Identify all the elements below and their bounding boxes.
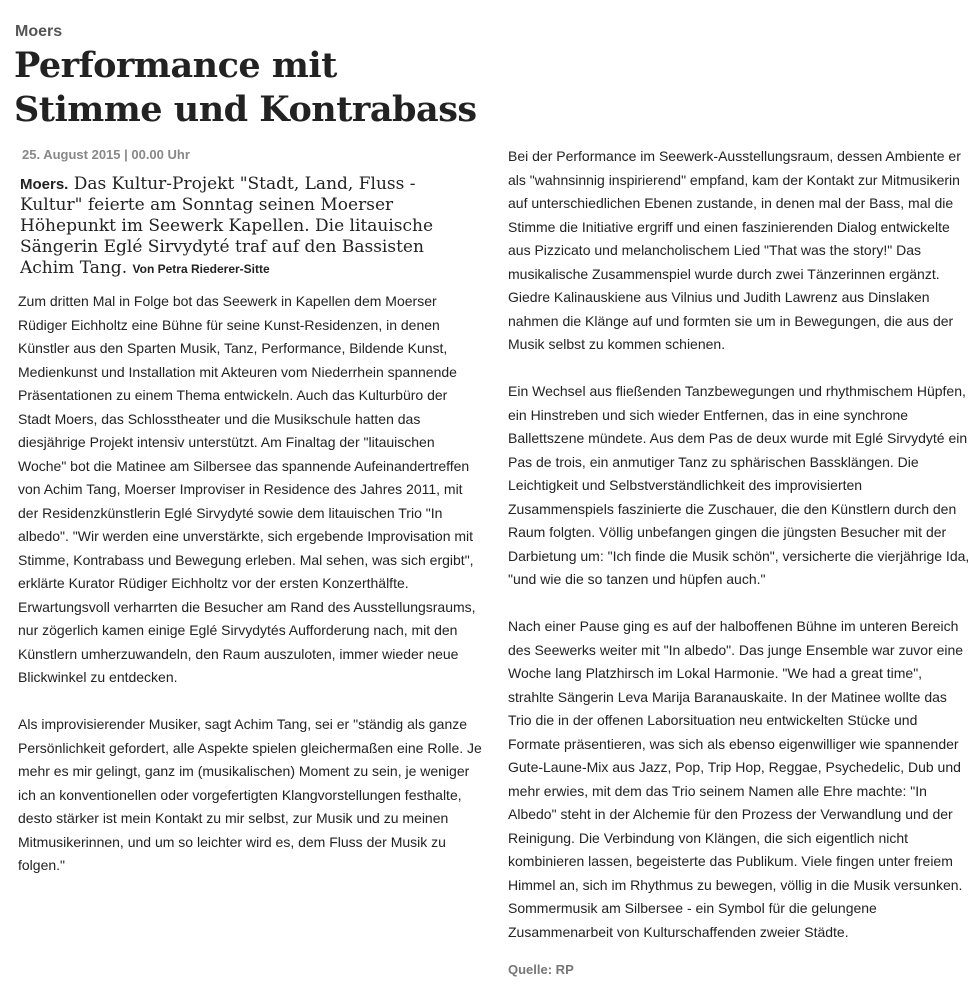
paragraph: Bei der Performance im Seewerk-Ausstellungsraum, dessen Ambiente er als "wahnsinnig inspirierend" empfand, kam der Kontakt zur Mitmusikerin auf unterschiedlichen Ebenen zustande, in denen mal der Bass, mal die Stimme die Initiative ergriff und einen faszinierenden Dialog entwickelte aus Pizzicato und melancholischem Lied "That was the story!" Das musikalische Zusammenspiel wurde durch zwei Tänzerinnen ergänzt. Giedre Kalinauskiene aus Vilnius und Judith Lawrenz aus Dinslaken nahmen die Klänge auf und formten sie um in Bewegungen, die aus der Musik selbst zu kommen schienen. (508, 148, 961, 352)
left-body (18, 290, 483, 878)
right-column (508, 145, 970, 977)
lead-text: Das Kultur-Projekt "Stadt, Land, Fluss - Kultur" feierte am Sonntag seinen Moerser Höhepunkt im Seewerk Kapellen. Die litauische Sängerin Eglé Sirvydyté traf auf den Bassisten Achim Tang. (20, 174, 434, 278)
paragraph: Als improvisierender Musiker, sagt Achim Tang, sei er "ständig als ganze Persönlichkeit gefordert, alle Aspekte spielen gleichermaßen eine Rolle. Je mehr es mir gelingt, ganz im (musikalischen) Moment zu sein, je weniger ich an konventionellen oder vorgefertigten Klangvorstellungen festhalte, desto stärker ist mein Kontakt zu mir selbst, zur Musik und zu meinen Mitmusikerinnen, und um so leichter wird es, dem Fluss der Musik zu folgen." (18, 716, 482, 873)
kicker: Moers (15, 23, 63, 40)
author-byline: Von Petra Riederer-Sitte (132, 262, 270, 276)
left-column (18, 147, 483, 901)
page-title: Performance mit Stimme und Kontrabass (14, 45, 477, 130)
article-lead (20, 174, 483, 280)
paragraph: Nach einer Pause ging es auf der halboffenen Bühne im unteren Bereich des Seewerks weiter mit "In albedo". Das junge Ensemble war zuvor eine Woche lang Platzhirsch im Lokal Harmonie. "We had a great time", strahlte Sängerin Leva Marija Baranauskaite. In der Matinee wollte das Trio die in der offenen Laborsituation neu entwickelten Stücke und Formate präsentieren, was sich als ebenso eigenwilliger wie spannender Gute-Laune-Mix aus Jazz, Pop, Trip Hop, Reggae, Psychedelic, Dub und mehr erwies, mit dem das Trio seinem Namen alle Ehre machte: "In Albedo" steht in der Alchemie für den Prozess der Verwandlung und der Reinigung. Die Verbindung von Klängen, die sich eigentlich nicht kombinieren lassen, begeisterte das Publikum. Viele fingen unter freiem Himmel an, sich im Rhythmus zu bewegen, völlig in die Musik versunken. Sommermusik am Silbersee - ein Symbol für die gelungene Zusammenarbeit von Kulturschaffenden zweier Städte. (508, 618, 964, 940)
paragraph: Zum dritten Mal in Folge bot das Seewerk in Kapellen dem Moerser Rüdiger Eichholtz eine Bühne für seine Kunst-Residenzen, in denen Künstler aus den Sparten Musik, Tanz, Performance, Bildende Kunst, Medienkunst und Installation mit Akteuren vom Niederrhein spannende Präsentationen zu einem Thema entwickeln. Auch das Kulturbüro der Stadt Moers, das Schlosstheater und die Musikschule hatten das diesjährige Projekt intensiv unterstützt. Am Finaltag der "litauischen Woche" bot die Matinee am Silbersee das spannende Aufeinandertreffen von Achim Tang, Moerser Improviser in Residence des Jahres 2011, mit der Residenzkünstlerin Eglé Sirvydyté sowie dem litauischen Trio "In albedo". "Wir werden eine unverstärkte, sich ergebende Improvisation mit Stimme, Kontrabass und Bewegung erleben. Mal sehen, was sich ergibt", erklärte Kurator Rüdiger Eichholtz vor der ersten Konzerthälfte. Erwartungsvoll verharrten die Besucher am Rand des Ausstellungsraums, nur zögerlich kamen einige Eglé Sirvydytés Aufforderung nach, mit den Künstlern umherzuwandeln, den Raum auszuloten, immer wieder neue Blickwinkel zu entdecken. (18, 293, 476, 685)
paragraph: Ein Wechsel aus fließenden Tanzbewegungen und rhythmischem Hüpfen, ein Hinstreben und sich wieder Entfernen, das in eine synchrone Ballettszene mündete. Aus dem Pas de deux wurde mit Eglé Sirvydyté ein Pas de trois, ein anmutiger Tanz zu sphärischen Bassklängen. Die Leichtigkeit und Selbstverständlichkeit des improvisierten Zusammenspiels faszinierte die Zuschauer, die den Künstlern durch den Raum folgten. Völlig unbefangen gingen die jüngsten Besucher mit der Darbietung um: "Ich finde die Musik schön", versicherte die vierjährige Ida, "und wie die so tanzen und hüpfen auch." (508, 383, 970, 587)
article-date: 25. August 2015 | 00.00 Uhr (22, 147, 190, 162)
source-credit: Quelle: RP (508, 961, 574, 977)
lead-location: Moers. (20, 176, 69, 193)
